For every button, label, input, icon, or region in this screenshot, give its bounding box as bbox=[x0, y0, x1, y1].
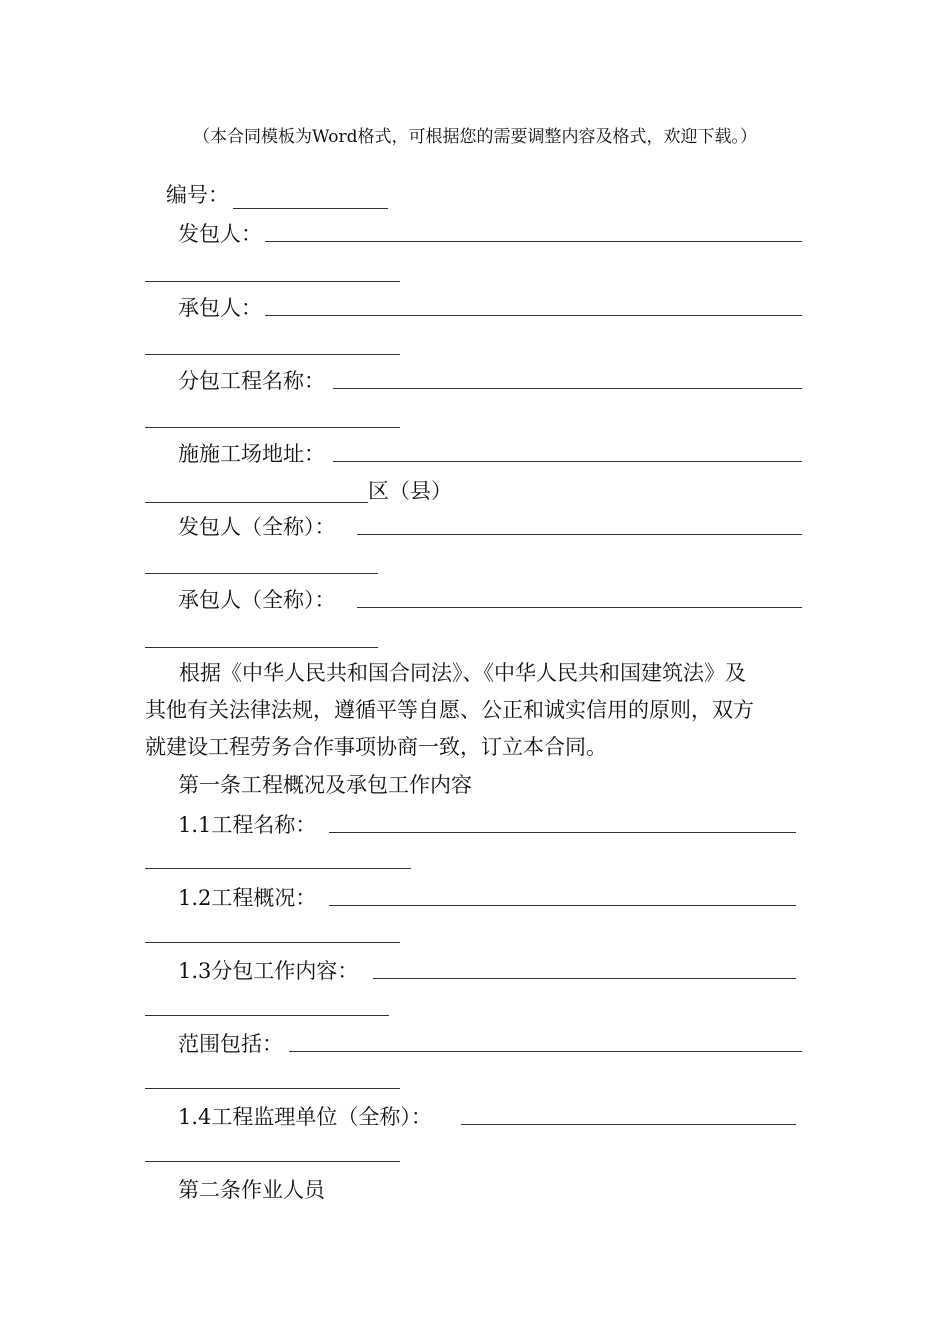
item-1-2-blank-line bbox=[329, 905, 796, 906]
item-1-2-label: 1.2工程概况： bbox=[178, 886, 317, 910]
subproject-name-label: 分包工程名称： bbox=[178, 369, 325, 393]
preamble-paragraph bbox=[145, 655, 810, 766]
contractor-fullname-blank-line bbox=[357, 607, 802, 608]
employer-label: 发包人： bbox=[178, 222, 262, 246]
item-1-4-label: 1.4工程监理单位（全称）： bbox=[178, 1105, 432, 1129]
site-address-blank-line bbox=[333, 461, 802, 462]
contractor-fullname-blank-continuation bbox=[145, 647, 378, 648]
contractor-fullname-field bbox=[0, 580, 950, 620]
item-1-2-field bbox=[0, 878, 950, 918]
item-1-4-blank-line bbox=[461, 1124, 796, 1125]
article-1-title: 第一条工程概况及承包工作内容 bbox=[178, 773, 472, 797]
item-1-1-label: 1.1工程名称： bbox=[178, 813, 317, 837]
site-address-field bbox=[0, 434, 950, 474]
item-1-3-field bbox=[0, 951, 950, 991]
employer-blank-line bbox=[265, 241, 802, 242]
contractor-label: 承包人： bbox=[178, 296, 262, 320]
preamble-line-2: 其他有关法律法规，遵循平等自愿、公正和诚实信用的原则，双方 bbox=[145, 698, 754, 722]
scope-field bbox=[0, 1024, 950, 1064]
contractor-field bbox=[0, 288, 950, 328]
site-address-label: 施施工场地址： bbox=[178, 442, 325, 466]
item-1-4-field bbox=[0, 1097, 950, 1137]
item-1-3-blank-continuation bbox=[145, 1015, 389, 1016]
employer-fullname-blank-continuation bbox=[145, 573, 378, 574]
number-field bbox=[0, 175, 950, 215]
contractor-blank-continuation bbox=[145, 354, 400, 355]
item-1-3-blank-line bbox=[373, 978, 796, 979]
employer-fullname-field bbox=[0, 507, 950, 547]
item-1-1-field bbox=[0, 805, 950, 845]
district-field bbox=[0, 471, 950, 511]
subproject-name-blank-line bbox=[333, 388, 802, 389]
preamble-line-1: 根据《中华人民共和国合同法》、《中华人民共和国建筑法》及 bbox=[179, 661, 746, 685]
scope-label: 范围包括： bbox=[178, 1032, 283, 1056]
item-1-4-blank-continuation bbox=[145, 1161, 400, 1162]
template-note: （本合同模板为Word格式，可根据您的需要调整内容及格式，欢迎下载。） bbox=[192, 127, 758, 147]
item-1-3-label: 1.3分包工作内容： bbox=[178, 959, 359, 983]
district-suffix: 区（县） bbox=[368, 479, 452, 503]
subproject-name-blank-continuation bbox=[145, 427, 400, 428]
scope-blank-line bbox=[289, 1051, 802, 1052]
item-1-1-blank-line bbox=[329, 832, 796, 833]
number-label: 编号： bbox=[166, 183, 229, 207]
employer-fullname-label: 发包人（全称）： bbox=[178, 515, 336, 539]
employer-fullname-blank-line bbox=[357, 534, 802, 535]
scope-blank-continuation bbox=[145, 1088, 400, 1089]
contractor-blank-line bbox=[265, 315, 802, 316]
employer-blank-continuation bbox=[145, 281, 400, 282]
item-1-1-blank-continuation bbox=[145, 868, 411, 869]
district-blank-line bbox=[145, 502, 368, 503]
subproject-name-field bbox=[0, 361, 950, 401]
contractor-fullname-label: 承包人（全称）： bbox=[178, 588, 336, 612]
item-1-2-blank-continuation bbox=[145, 942, 400, 943]
preamble-line-3: 就建设工程劳务合作事项协商一致，订立本合同。 bbox=[145, 735, 607, 759]
article-2-title: 第二条作业人员 bbox=[178, 1178, 325, 1202]
employer-field bbox=[0, 214, 950, 254]
number-blank-line bbox=[233, 208, 388, 209]
